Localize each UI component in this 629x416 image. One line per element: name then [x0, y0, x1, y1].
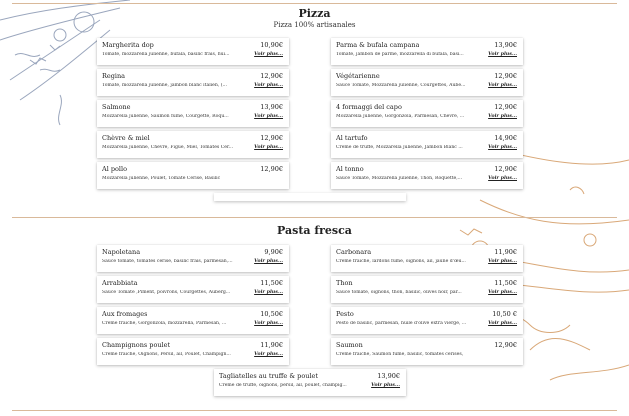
menu-item-card[interactable]	[97, 100, 289, 127]
menu-item-name: Arrabbiata	[102, 279, 138, 287]
see-more-link[interactable]: Voir plus...	[254, 258, 283, 264]
menu-item-card[interactable]	[97, 245, 289, 272]
menu-item-description: Tomate, jambon de parme, mozzarella di bufala, basi...	[336, 52, 464, 57]
menu-item-card[interactable]	[97, 38, 289, 65]
menu-item-card[interactable]	[214, 369, 406, 396]
section-title-pasta: Pasta fresca	[277, 224, 352, 237]
menu-item-name: Saumon	[336, 341, 363, 349]
menu-item-description: Sauce Tomate, Mozzarella julienne, Courgettes, Aube...	[336, 83, 466, 88]
see-more-link[interactable]: Voir plus...	[254, 113, 283, 119]
see-more-link[interactable]: Voir plus...	[488, 175, 517, 181]
menu-item-card[interactable]	[331, 100, 523, 127]
see-more-link[interactable]: Voir plus...	[254, 289, 283, 295]
see-more-link[interactable]: Voir plus...	[254, 82, 283, 88]
menu-item-price: 9,90€	[264, 248, 283, 256]
menu-item-description: Crème fraiche, Saumon fumé, basilic, tomates cerises,	[336, 352, 464, 357]
menu-item-name: Champignons poulet	[102, 341, 171, 349]
menu-item-price: 12,90€	[260, 72, 283, 80]
menu-item-name: Pesto	[336, 310, 354, 318]
bottom-divider	[12, 410, 617, 411]
menu-item-price: 11,90€	[494, 248, 517, 256]
menu-item-card[interactable]	[331, 338, 523, 365]
menu-item-name: Al pollo	[102, 165, 127, 173]
menu-item-price: 12,90€	[494, 103, 517, 111]
menu-item-price: 12,90€	[494, 72, 517, 80]
menu-item-card[interactable]	[331, 69, 523, 96]
menu-item-description: Mozzarella julienne, Chèvre, Figue, Miel, Tomates Cer...	[102, 145, 234, 150]
menu-item-name: 4 formaggi del capo	[336, 103, 402, 111]
menu-item-name: Regina	[102, 72, 126, 80]
menu-item-name: Aux fromages	[102, 310, 148, 318]
menu-item-price: 10,50 €	[492, 310, 517, 318]
menu-item-price: 10,90€	[260, 41, 283, 49]
menu-item-description: Mozzarella julienne, Poulet, Tomate Cerise, Basilic	[102, 176, 221, 181]
pizza-grid-footer-card	[214, 193, 406, 201]
menu-item-card[interactable]	[331, 38, 523, 65]
menu-item-price: 11,50€	[494, 279, 517, 287]
menu-item-description: Sauce tomate, tomates cerise, basilic frais, parmesan,...	[102, 259, 233, 264]
menu-item-description: Mozzarella julienne, Saumon fumé, Courgette, Roqu...	[102, 114, 229, 119]
top-divider	[12, 3, 617, 4]
see-more-link[interactable]: Voir plus...	[488, 113, 517, 119]
menu-item-description: Sauce Tomate ,Piment, poivrons, Courgettes, Auberg...	[102, 290, 231, 295]
menu-item-name: Tagliatelles au truffe & poulet	[219, 372, 318, 380]
menu-item-price: 10,50€	[260, 310, 283, 318]
menu-item-card[interactable]	[331, 276, 523, 303]
menu-item-price: 12,90€	[260, 134, 283, 142]
menu-item-description: Pesto de basilic, parmesan, huile d'olive extra vierge, ...	[336, 321, 467, 326]
menu-item-card[interactable]	[331, 245, 523, 272]
menu-item-price: 11,50€	[260, 279, 283, 287]
see-more-link[interactable]: Voir plus...	[488, 320, 517, 326]
see-more-link[interactable]: Voir plus...	[254, 51, 283, 57]
menu-item-description: Crème de truffe, oignons, persil, ail, poulet, champig...	[219, 383, 347, 388]
see-more-link[interactable]: Voir plus...	[254, 320, 283, 326]
middle-divider	[12, 217, 617, 218]
menu-item-description: Tomate, mozzarella julienne, jambon blanc italien, (...	[102, 83, 227, 88]
menu-item-card[interactable]	[97, 131, 289, 158]
menu-item-name: Al tonno	[336, 165, 364, 173]
menu-item-price: 12,90€	[260, 165, 283, 173]
menu-item-name: Chèvre & miel	[102, 134, 150, 142]
see-more-link[interactable]: Voir plus...	[254, 351, 283, 357]
menu-item-price: 13,90€	[377, 372, 400, 380]
section-subtitle-pizza: Pizza 100% artisanales	[273, 21, 356, 29]
section-title-pizza: Pizza	[298, 7, 331, 20]
menu-item-card[interactable]	[97, 307, 289, 334]
menu-item-price: 13,90€	[260, 103, 283, 111]
menu-item-description: Tomate, mozzarella julienne, bufala, basilic frais, hui...	[102, 52, 230, 57]
see-more-link[interactable]: Voir plus...	[371, 382, 400, 388]
menu-item-description: Crème fraiche, Gorgonzola, mozzarella, Parmesan, ...	[102, 321, 227, 326]
menu-item-card[interactable]	[331, 162, 523, 189]
menu-item-card[interactable]	[331, 307, 523, 334]
menu-item-name: Napoletana	[102, 248, 141, 256]
see-more-link[interactable]: Voir plus...	[488, 82, 517, 88]
menu-item-description: Mozzarella julienne, Gorgonzola, Parmesan, Chèvre, ...	[336, 114, 465, 119]
menu-item-description: Sauce tomate, oignons, thon, basilic, olives noir, par...	[336, 290, 462, 295]
menu-item-price: 12,90€	[494, 165, 517, 173]
menu-item-price: 14,90€	[494, 134, 517, 142]
menu-item-name: Salmone	[102, 103, 131, 111]
menu-item-description: Crème fraiche, Oignons, Persil, ail, Poulet, Champign...	[102, 352, 231, 357]
menu-item-description: Crème fraiche, lardons fume, oignons, ail, jaune d'œu...	[336, 259, 466, 264]
menu-item-name: Al tartufo	[336, 134, 368, 142]
see-more-link[interactable]: Voir plus...	[488, 289, 517, 295]
menu-item-name: Thon	[336, 279, 353, 287]
menu-item-card[interactable]	[97, 276, 289, 303]
menu-item-card[interactable]	[331, 131, 523, 158]
menu-item-description: Crème de truffe, Mozzarella julienne, Jambon Blanc ...	[336, 145, 463, 150]
menu-item-card[interactable]	[97, 162, 289, 189]
menu-item-price: 11,90€	[260, 341, 283, 349]
menu-item-price: 12,90€	[494, 341, 517, 349]
menu-item-card[interactable]	[97, 69, 289, 96]
menu-item-description: Sauce Tomate, Mozzarella julienne, Thon, Roquette,...	[336, 176, 463, 181]
see-more-link[interactable]: Voir plus...	[488, 51, 517, 57]
menu-item-card[interactable]	[97, 338, 289, 365]
menu-item-name: Parma & bufala campana	[336, 41, 420, 49]
menu-item-name: Carbonara	[336, 248, 372, 256]
see-more-link[interactable]: Voir plus...	[488, 144, 517, 150]
menu-item-name: Margherita dop	[102, 41, 154, 49]
menu-item-name: Végétarienne	[336, 72, 380, 80]
see-more-link[interactable]: Voir plus...	[488, 258, 517, 264]
menu-item-price: 13,90€	[494, 41, 517, 49]
see-more-link[interactable]: Voir plus...	[254, 144, 283, 150]
